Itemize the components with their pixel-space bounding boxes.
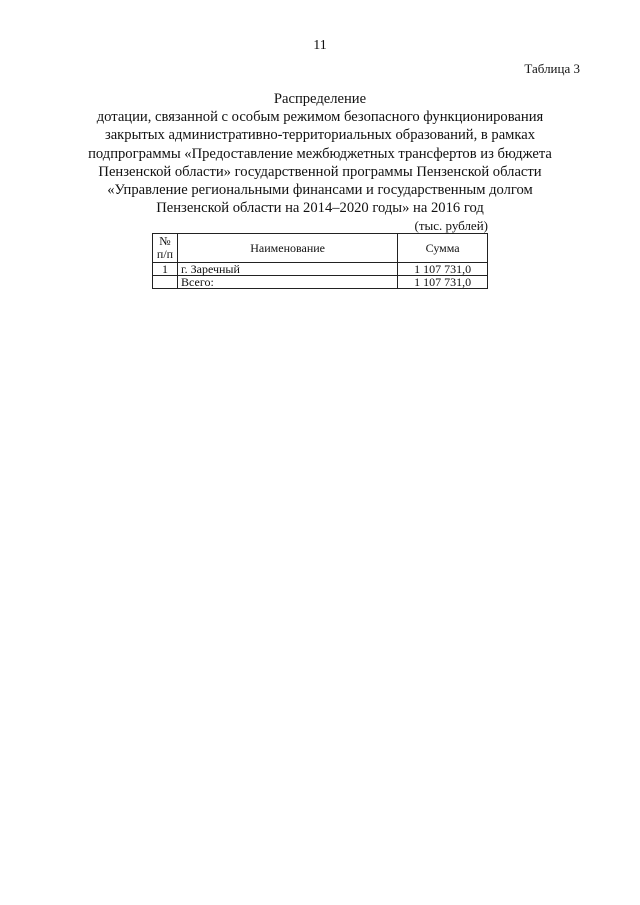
units-label: (тыс. рублей) [414, 218, 488, 233]
row-name: г. Заречный [178, 263, 398, 276]
row-name: Всего: [178, 276, 398, 289]
table-total-row [153, 276, 488, 289]
header-num-symbol: № [159, 234, 171, 248]
header-num [153, 234, 178, 263]
title-line: «Управление региональными финансами и государственным долгом [107, 182, 533, 199]
distribution-table [152, 233, 488, 289]
title-line: Пензенской области на 2014–2020 годы» на 2016 год [156, 200, 484, 217]
header-num-abbr: п/п [156, 247, 174, 261]
page-number: 11 [313, 38, 327, 53]
document-title [60, 90, 580, 217]
table-row [153, 263, 488, 276]
table-label: Таблица 3 [524, 61, 580, 76]
row-sum: 1 107 731,0 [398, 276, 488, 289]
row-sum: 1 107 731,0 [398, 263, 488, 276]
header-name: Наименование [178, 234, 398, 263]
title-line: Пензенской области» государственной программы Пензенской области [98, 163, 542, 180]
title-line: закрытых административно-территориальных образований, в рамках [104, 127, 536, 144]
title-line: дотации, связанной с особым режимом безопасного функционирования [96, 109, 544, 126]
row-num [153, 276, 178, 289]
title-line: подпрограммы «Предоставление межбюджетных трансфертов из бюджета [88, 145, 552, 162]
table-header-row [153, 234, 488, 263]
header-sum: Сумма [398, 234, 488, 263]
title-heading: Распределение [273, 91, 367, 107]
row-num: 1 [153, 263, 178, 276]
